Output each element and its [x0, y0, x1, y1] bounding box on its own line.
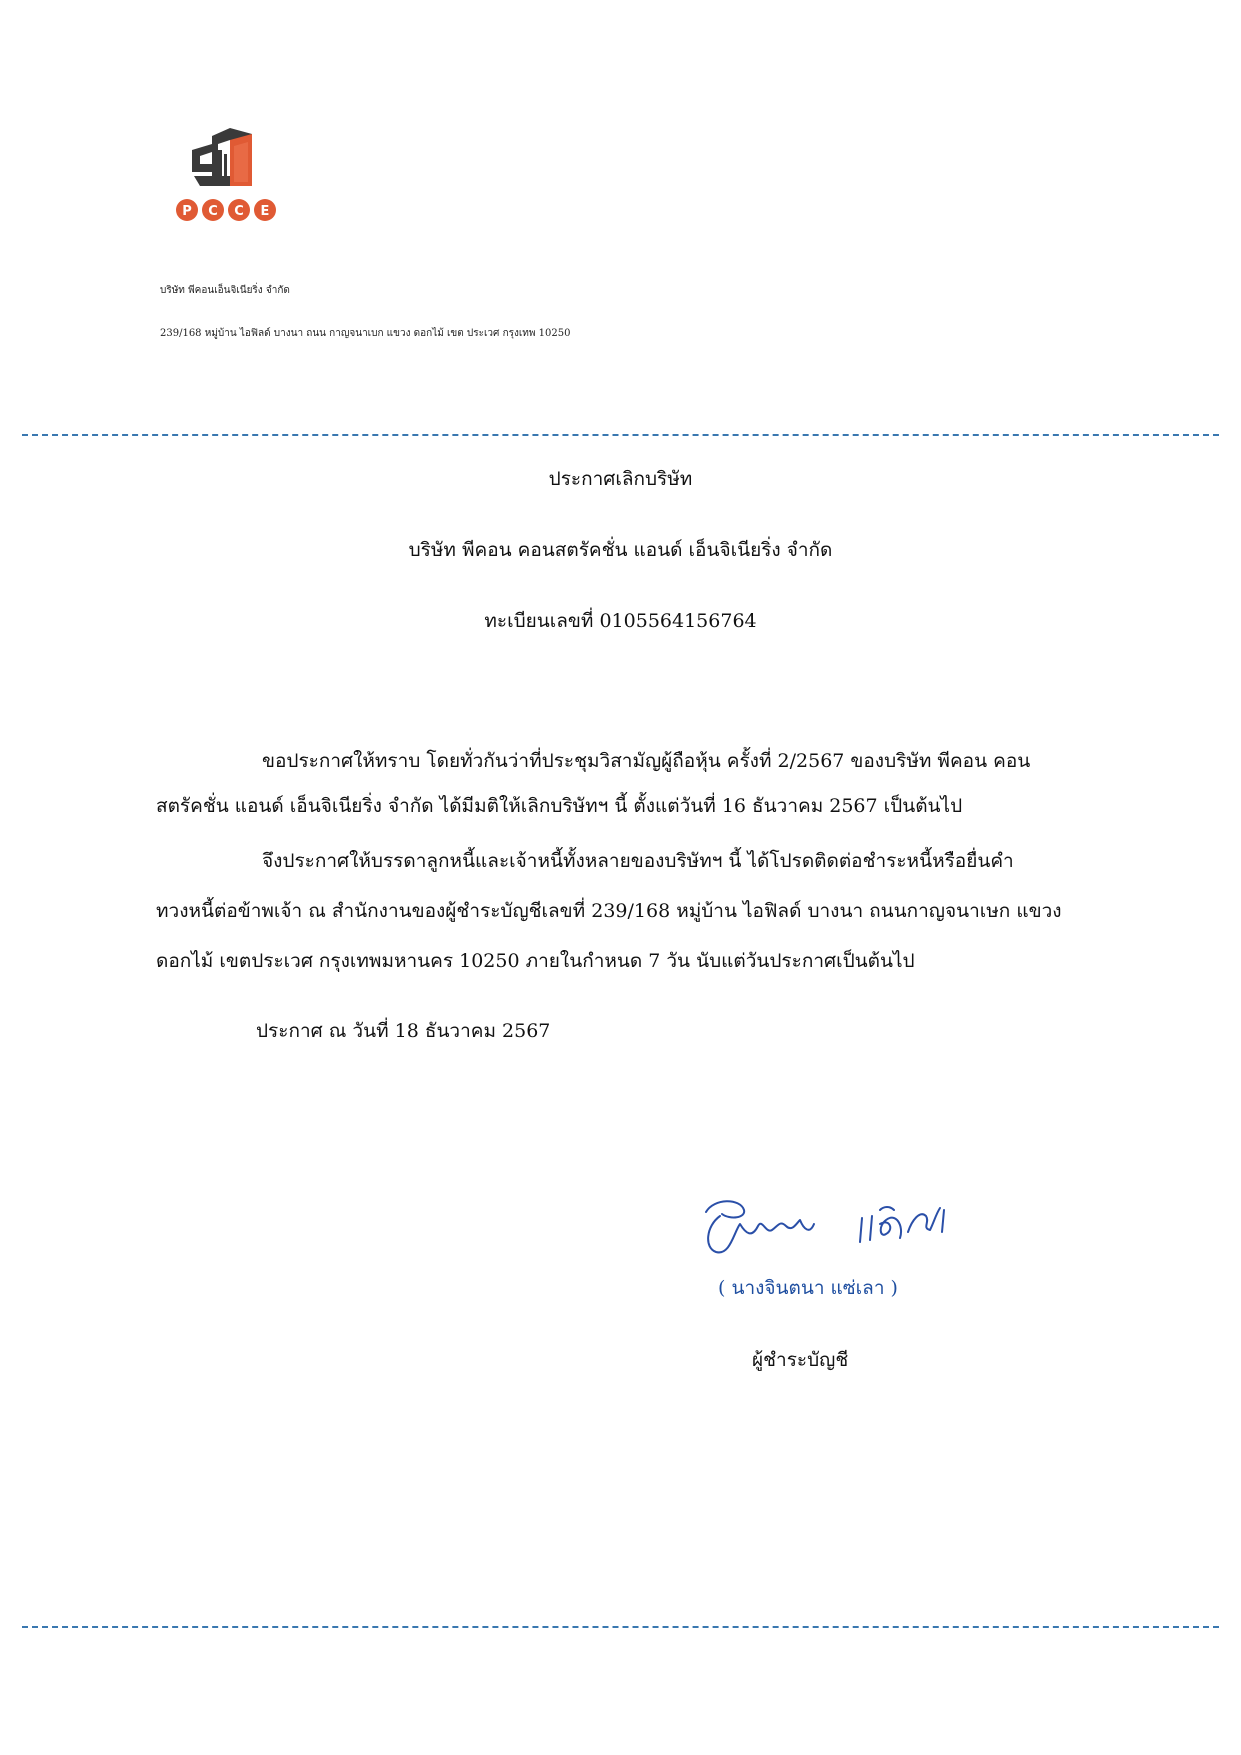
top-dashed-divider	[22, 434, 1219, 436]
pcce-letter-circles	[176, 199, 276, 221]
signer-name: ( นางจินตนา แซ่เลา )	[718, 1277, 898, 1299]
letterhead-company: บริษัท พีคอนเอ็นจิเนียริ่ง จำกัด	[160, 285, 290, 296]
bottom-dashed-divider	[22, 1626, 1219, 1628]
paragraph-1-line-1: ขอประกาศให้ทราบ โดยทั่วกันว่าที่ประชุมวิสามัญผู้ถือหุ้น ครั้งที่ 2/2567 ของบริษัท พีคอน คอน	[262, 750, 1031, 772]
registration-number: ทะเบียนเลขที่ 0105564156764	[484, 610, 757, 632]
signer-role: ผู้ชำระบัญชี	[752, 1349, 849, 1371]
logo-letter-c1: C	[208, 204, 218, 219]
handwritten-signature	[700, 1190, 980, 1270]
paragraph-2-line-2: ทวงหนี้ต่อข้าพเจ้า ณ สำนักงานของผู้ชำระบัญชีเลขที่ 239/168 หมู่บ้าน ไอฟิลด์ บางนา ถนนกาญจนาเษก แขวง	[156, 900, 1062, 922]
paragraph-2-line-1: จึงประกาศให้บรรดาลูกหนี้และเจ้าหนี้ทั้งหลายของบริษัทฯ นี้ ได้โปรดติดต่อชำระหนี้หรือยื่นคำ	[262, 850, 1014, 872]
building-mark-icon	[192, 128, 252, 186]
announcement-title: ประกาศเลิกบริษัท	[548, 468, 693, 490]
paragraph-1-line-2: สตรัคชั่น แอนด์ เอ็นจิเนียริ่ง จำกัด ได้มีมติให้เลิกบริษัทฯ นี้ ตั้งแต่วันที่ 16 ธันวาคม 2567 เป็นต้นไป	[156, 795, 963, 817]
paragraph-2-line-3: ดอกไม้ เขตประเวศ กรุงเทพมหานคร 10250 ภายในกำหนด 7 วัน นับแต่วันประกาศเป็นต้นไป	[156, 950, 915, 972]
logo-letter-p: P	[182, 204, 192, 219]
logo-letter-c2: C	[234, 204, 244, 219]
pcce-logo	[172, 124, 308, 224]
logo-letter-e: E	[260, 204, 270, 219]
announcement-date: ประกาศ ณ วันที่ 18 ธันวาคม 2567	[256, 1020, 551, 1042]
letterhead-address: 239/168 หมู่บ้าน ไอฟิลด์ บางนา ถนน กาญจนาเบก แขวง ดอกไม้ เขต ประเวศ กรุงเทพ 10250	[160, 328, 571, 339]
company-name: บริษัท พีคอน คอนสตรัคชั่น แอนด์ เอ็นจิเนียริ่ง จำกัด	[408, 539, 833, 561]
